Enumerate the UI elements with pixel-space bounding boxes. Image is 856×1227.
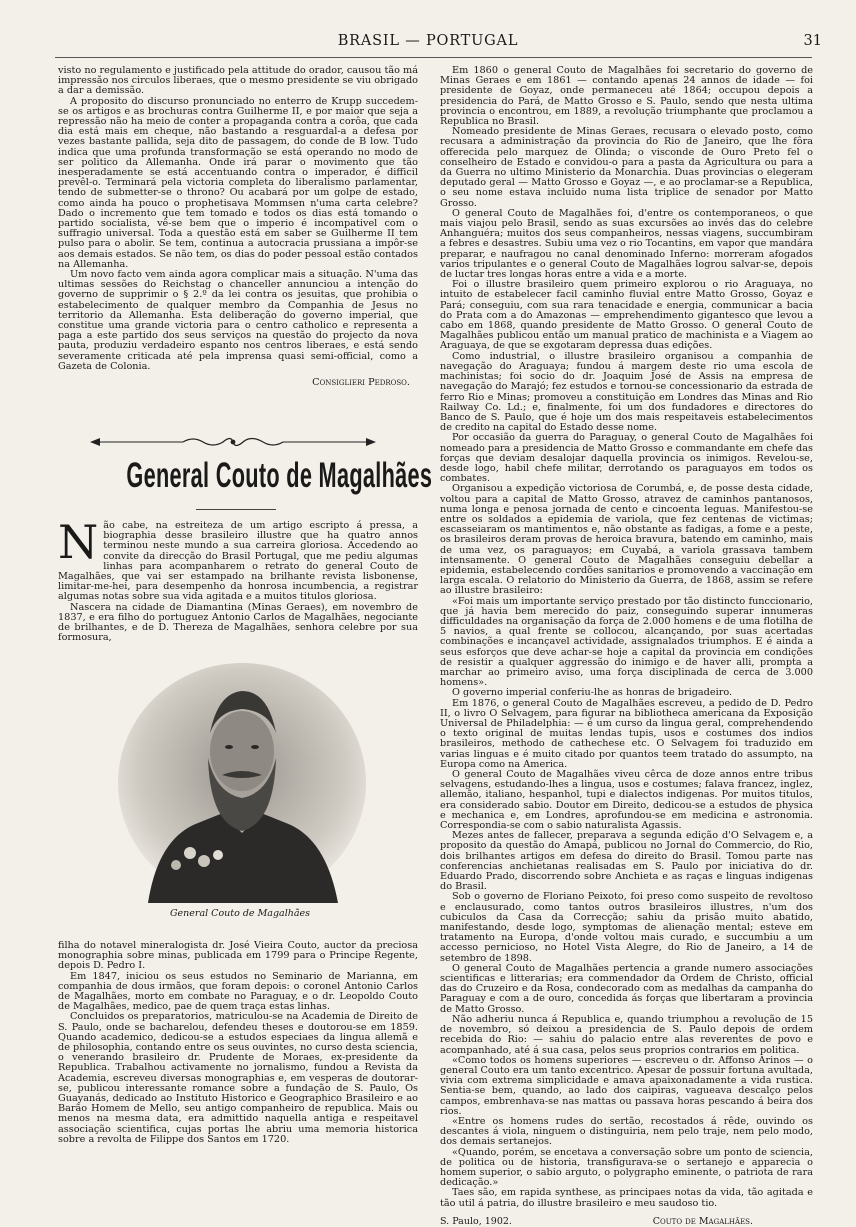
- page-header: [0, 33, 856, 53]
- place-date: S. Paulo, 1902.: [440, 1215, 512, 1227]
- paragraph: Em 1876, o general Couto de Magalhães escreveu, a pedido de D. Pedro II, o livro O Selvagem, para figurar na bibliotheca americana da Exposição Universal de Philadelphia: — é um curso da lingua geral, comprehendendo o texto original de muitas lendas tupis, usos e costumes dos indios brasileiros, methodo de cathechese etc. O Selvagem foi traduzido em varias linguas e é muito citado por quantos teem tratado do assumpto, na Europa como na America.: [440, 697, 813, 770]
- paragraph: O general Couto de Magalhães pertencia a grande numero associações scientificas e litterarias; era commendador da Ordem de Christo, official das do Cruzeiro e da Rosa, condecorado com as medalhas da campanha do Paraguay e com a de ouro, concedida ás forças que libertaram a provincia de Matto Grosso.: [440, 962, 813, 1015]
- previous-article-text: [58, 66, 418, 431]
- header-rule: [55, 57, 812, 58]
- paragraph: Mezes antes de fallecer, preparava a segunda edição d'O Selvagem e, a proposito da questão do Amapá, publicou no Jornal do Commercio, do Rio, dois brilhantes artigos em defesa do direito do Brasil. Tomou parte nas conferencias anchietanas realisadas em S. Paulo por iniciativa do dr. Eduardo Prado, discorrendo sobre Anchieta e as raças e linguas indigenas do Brasil.: [440, 830, 813, 893]
- signature: Consiglieri Pedroso.: [312, 377, 410, 389]
- paragraph: Nomeado presidente de Minas Geraes, recusara o elevado posto, como recusara a administração da provincia do Rio de Janeiro, que lhe fôra offerecida pelo marquez de Olinda; o visconde de Ouro Preto fel o conselheiro de Estado e convidou-o para a pasta da Agricultura ou para a da Guerra no ultimo Ministerio da Monarchia. Duas provincias o elegeram deputado geral — Matto Grosso e Goyaz —, e ao proclamar-se a Republica, o seu nome estava incluido numa lista triplice de senador por Matto Grosso.: [440, 126, 813, 209]
- paragraph: Sob o governo de Floriano Peixoto, foi preso como suspeito de revoltoso e enclausurado, como tantos outros brasileiros illustres, n'um dos cubiculos da Casa da Correcção; sahiu da prisão muito abatido, manifestando, desde logo, symptomas de alienação mental; esteve em tratamento na Europa, d'onde voltou mais curado, e succumbiu a um accesso pernicioso, no Hotel Vista Alegre, do Rio de Janeiro, a 14 de setembro de 1898.: [440, 891, 813, 964]
- paragraph: Taes são, em rapida synthese, as principaes notas da vida, tão agitada e tão util á patria, do illustre brasileiro e meu saudoso tio.: [440, 1187, 813, 1209]
- paragraph: Concluidos os preparatorios, matriculou-se na Academia de Direito de S. Paulo, onde se bacharelou, defendeu theses e doutorou-se em 1859. Quando academico, dedicou-se a estudos especiaes da lingua allemã e de philosophia, contando entre os seus ouvintes, no curso desta sciencia, o venerando brasileiro dr. Prudente de Moraes, ex-presidente da Republica. Trabalhou activamente no jornalismo, fundou a Revista da Academia, escreveu diversas monographias e, em vesperas de doutorar-se, publicou interessante romance sobre a fundação de S. Paulo, Os Guayanás, dedicado ao Instituto Historico e Geographico Brasileiro e ao Barão Homem de Mello, seu antigo companheiro de republica. Mais ou menos na mesma data, era admittido naquella antiga e respeitavel associação scientifica, cujas portas lhe abriu uma memoria historica sobre a revolta de Filippe dos Santos em 1720.: [58, 1011, 418, 1145]
- article-continued: [58, 941, 418, 1145]
- paragraph: O governo imperial conferiu-lhe as honras de brigadeiro.: [452, 687, 733, 699]
- quotation: «Foi mais um importante serviço prestado por tão distincto funccionario, que já havia bem merecido do paiz, conseguindo superar innumeras difficuldades na organisação da força de 2.000 homens e de uma flotilha de 5 navios, a qual frente se collocou, alcançando, por suas acertadas combinações e incançavel actividade, assignalados triumphos. E é ainda a seus esforços que deve achar-se hoje a capital da provincia em condições de resistir a qualquer aggressão do inimigo e de haver alli, prompta a marchar ao primeiro aviso, uma força disciplinada de cerca de 3.000 homens».: [440, 595, 813, 689]
- quotation: «Como todos os homens superiores — escreveu o dr. Affonso Arinos — o general Couto era um tanto excentrico. Apesar de possuir fortuna avultada, vivia com extrema simplicidade e amava apaixonadamente a vida rustica. Sentia-se bem, quando, ao lado dos caipiras, vagueava descalço pelos campos, embrenhava-se nas mattas ou passava horas pescando á beira dos rios.: [440, 1054, 813, 1117]
- portrait-image: [118, 663, 366, 903]
- paragraph: Em 1847, iniciou os seus estudos no Seminario de Marianna, em companhia de dous irmãos, que foram depois: o coronel Antonio Carlos de Magalhães, morto em combate no Paraguay, e o dr. Leopoldo Couto de Magalhães, medico, pae de quem traça estas linhas.: [58, 970, 418, 1013]
- page-number: 31: [803, 33, 822, 49]
- paragraph: Organisou a expedição victoriosa de Corumbá, e, de posse desta cidade, voltou para a capital de Matto Grosso, atravez de caminhos pantanosos, numa longa e penosa jornada de cento e cincoenta leguas. Manifestou-se entre os soldados a epidemia de variola, que fez centenas de victimas; escasseiaram os mantimentos e, não obstante as fadigas, a fome e a peste, os brasileiros deram provas de heroica bravura, batendo em caminho, mais de uma vez, os paraguayos; em Cuyabá, a variola grassava tambem intensamente. O general Couto de Magalhães conseguiu debellar a epidemia, estabelecendo cordões sanitarios e promovendo a vaccinação em larga escala. O relatorio do Ministerio da Guerra, de 1868, assim se refere ao illustre brasileiro:: [440, 483, 813, 597]
- author-signature: Couto de Magalhães.: [652, 1215, 753, 1227]
- paragraph: visto no regulamento e justificado pela attitude do orador, causou tão má impressão nos circulos liberaes, que o mesmo presidente se viu obrigado a dar a demissão.: [58, 65, 418, 97]
- paragraph: Como industrial, o illustre brasileiro organisou a companhia de navegação do Araguaya; fundou á margem deste rio uma escola de machinistas; foi socio do dr. Joaquim José de Assis na empresa de navegação do Marajó; fez estudos e tornou-se concessionario da estrada de ferro Rio e Minas; promoveu a constituição em Londres das Minas and Rio Railway Co. Ld.; e, finalmente, foi um dos fundadores e directores do Banco de S. Paulo, que é hoje um dos mais respeitaveis estabelecimentos de credito na capital do Estado desse nome.: [440, 350, 813, 434]
- paragraph: Em 1860 o general Couto de Magalhães foi secretario do governo de Minas Geraes e em 1861 — contando apenas 24 annos de idade — foi presidente de Goyaz, onde permaneceu até 1864; occupou depois a presidencia do Pará, de Matto Grosso e S. Paulo, sendo que nesta ultima provincia o encontrou, em 1889, a revolução triumphante que proclamou a Republica no Brasil.: [440, 65, 813, 128]
- paragraph: filha do notavel mineralogista dr. José Vieira Couto, auctor da preciosa monographia sobre minas, publicada em 1799 para o Principe Regente, depois D. Pedro I.: [58, 940, 418, 972]
- article-intro: [58, 515, 418, 644]
- paragraph: Foi o illustre brasileiro quem primeiro explorou o rio Araguaya, no intuito de estabelecer facil caminho fluvial entre Matto Grosso, Goyaz e Pará; conseguiu, com sua rara tenacidade e energia, communicar a bacia do Prata com a do Amazonas — emprehendimento gigantesco que levou a cabo em 1868, quando presidente de Matto Grosso. O general Couto de Magalhães publicou então um manual pratico de machinista e a Viagem ao Araguaya, de que se exgotaram depressa duas edições.: [440, 279, 813, 352]
- article-title: General Couto de Magalhães: [126, 456, 433, 495]
- ornament-divider: [88, 436, 378, 448]
- paragraph: Por occasião da guerra do Paraguay, o general Couto de Magalhães foi nomeado para a presidencia de Matto Grosso e commandante em chefe das forças que deviam desalojar daquella provincia os inimigos. Revelou-se, desde logo, habil chefe militar, derrotando os paraguayos em todos os combates.: [440, 432, 813, 485]
- drop-cap: N: [58, 515, 99, 569]
- portrait-caption: General Couto de Magalhães: [169, 908, 311, 919]
- title-rule: [196, 509, 276, 510]
- paragraph: O general Couto de Magalhães foi, d'entre os contemporaneos, o que mais viajou pelo Brasil, sendo as suas excursões ao invés das do celebre Anhanguéra; muitos dos seus companheiros, nessas viagens, succumbiram a febres e desastres. Subiu uma vez o rio Tocantins, em vapor que mandára preparar, e naufragou no canal denominado Inferno: morreram afogados varios tripulantes e o general Couto de Magalhães logrou salvar-se, depois de luctar tres longas horas entre a vida e a morte.: [440, 207, 813, 281]
- paragraph: Nascera na cidade de Diamantina (Minas Geraes), em novembro de 1837, e era filho do portuguez Antonio Carlos de Magalhães, negociante de brilhantes, e de D. Thereza de Magalhães, senhora celebre por sua formosura,: [58, 601, 418, 644]
- right-column-text: [440, 65, 813, 1227]
- quotation: «Entre os homens rudes do sertão, recostados á rêde, ouvindo os descantes á viola, ninguem o distinguiria, nem pelo traje, nem pelo modo, dos demais sertanejos.: [440, 1115, 813, 1148]
- running-title: BRASIL — PORTUGAL: [337, 33, 519, 49]
- paragraph: Não adheriu nunca á Republica e, quando triumphou a revolução de 15 de novembro, só deixou a presidencia de S. Paulo depois de ordem recebida do Rio: — sahiu do palacio entre alas reverentes de povo e acompanhado, até á sua casa, pelos seus proprios contrarios em politica.: [440, 1013, 813, 1056]
- quotation: «Quando, porém, se encetava a conversação sobre um ponto de sciencia, de politica ou de historia, transfigurava-se o sertanejo e apparecia o homem superior, o sabio arguto, o polygrapho eminente, o patriota de rara dedicação.»: [440, 1146, 813, 1189]
- paragraph: O general Couto de Magalhães viveu cêrca de doze annos entre tribus selvagens, estudando-lhes a lingua, usos e costumes; falava francez, inglez, allemão, italiano, hespanhol, tupi e dialectos indigenas. Por muitos titulos, era considerado sabio. Doutor em Direito, dedicou-se a estudos de physica e mechanica e, em Londres, aprofundou-se em medicina e astronomia. Correspondia-se com o sabio naturalista Agassis.: [440, 769, 813, 832]
- paragraph: Um novo facto vem ainda agora complicar mais a situação. N'uma das ultimas sessões do Reichstag o chanceller annunciou a intenção do governo de supprimir o § 2.º da lei contra os jesuitas, que prohibia o estabelecimento de qualquer membro da Companhia de Jesus no territorio da Allemanha. Esta deliberação do governo imperial, que constitue uma grande victoria para o centro catholico e representa a paga a este partido dos seus serviços na questão do projecto da nova pauta, produziu verdadeiro espanto nos centros liberaes, e está sendo severamente criticada até pela imprensa quasi semi-official, como a Gazeta de Colonia.: [58, 269, 418, 372]
- first-paragraph-text: ão cabe, na estreiteza de um artigo escripto á pressa, a biographia desse brasileiro illustre que ha quatro annos terminou neste mundo a sua carreira gloriosa. Accedendo ao convite da direcção do Brasil Portugal, que me pediu algumas linhas para acompanharem o retrato do general Couto de Magalhães, que vai ser estampado na brilhante revista lisbonense, limitar-me-hei, para desempenho da honrosa incumbencia, a registrar algumas notas sobre sua vida agitada e a muitos titulos gloriosa.: [58, 520, 418, 603]
- paragraph: A proposito do discurso pronunciado no enterro de Krupp succedem-se os artigos e as brochuras contra Guilherme II, e por maior que seja a repressão não ha meio de conter a propaganda contra a corôa, que cada dia está mais em cheque, não bastando a resguardal-a a defesa por vezes bastante pallida, seja dito de passagem, do conde de B low. Tudo indica que uma profunda transformação se está operando no modo de ser politico da Allemanha. Onde irá parar o movimento que tão inesperadamente se está accentuando contra o imperador, é difficil prevêl-o. Terminará pela victoria completa do liberalismo parlamentar, tendo de submetter-se o throno? Ou acabará por um golpe de estado, como ainda ha pouco o prophetisava Mommsen n'uma carta celebre? Dado o incremento que tem tomado e todos os dias está tomando o partido socialista, vê-se bem que o imperio é incompativel com o suffragio universal. Toda a questão está em saber se Guilherme II tem pulso para o abolir. Se tem, continua a autocracia prussiana a impôr-se aos demais estados. Se não tem, os dias do poder pessoal estão contados na Allemanha.: [58, 95, 418, 270]
- first-paragraph: [58, 515, 418, 603]
- article-footer: [440, 1217, 813, 1227]
